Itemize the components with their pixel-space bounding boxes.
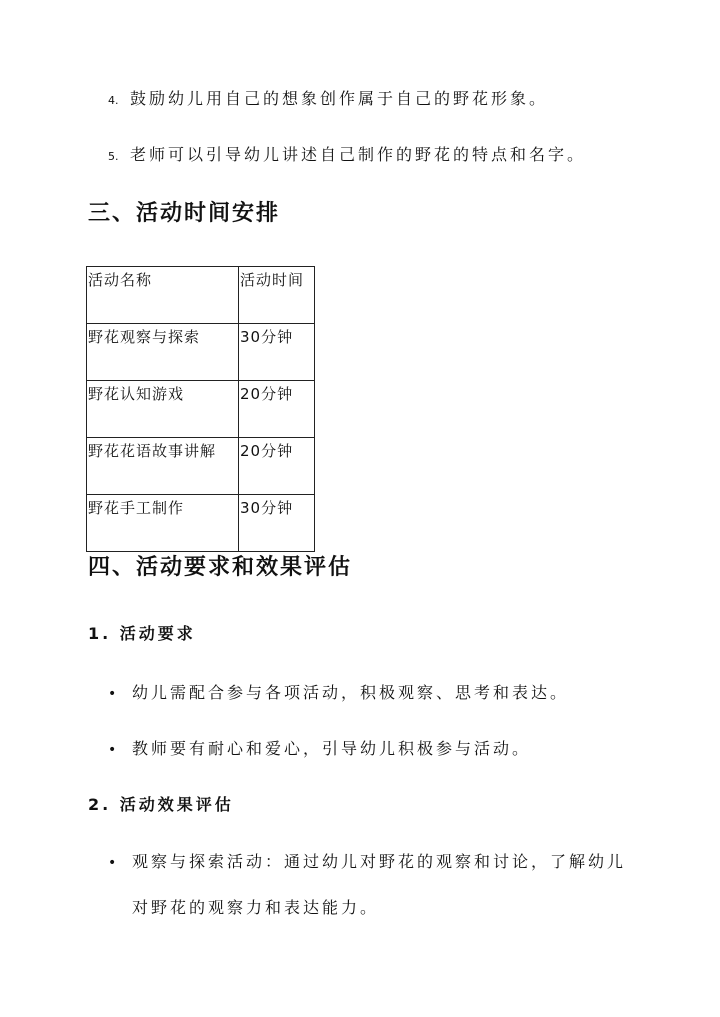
step-number: 5. — [108, 150, 119, 163]
list-item — [108, 737, 531, 762]
table-row — [87, 438, 315, 495]
table-cell-activity: 野花观察与探索 — [87, 324, 239, 381]
step-item-4 — [108, 87, 548, 113]
bullet-icon: • — [108, 686, 120, 702]
table-cell-duration: 20分钟 — [239, 438, 315, 495]
table-header-cell: 活动时间 — [239, 267, 315, 324]
table-row — [87, 495, 315, 552]
table-row — [87, 324, 315, 381]
section-heading-schedule: 三、活动时间安排 — [88, 201, 281, 226]
table-cell-activity: 野花花语故事讲解 — [87, 438, 239, 495]
list-item-continuation: 对野花的观察力和表达能力。 — [132, 898, 380, 917]
table-cell-activity: 野花认知游戏 — [87, 381, 239, 438]
table-header-cell: 活动名称 — [87, 267, 239, 324]
table-cell-duration: 20分钟 — [239, 381, 315, 438]
list-item — [108, 681, 569, 706]
step-text: 鼓励幼儿用自己的想象创作属于自己的野花形象。 — [130, 89, 549, 108]
table-cell-duration: 30分钟 — [239, 495, 315, 552]
list-item-text: 观察与探索活动：通过幼儿对野花的观察和讨论，了解幼儿 — [132, 852, 627, 871]
bullet-icon: • — [108, 855, 120, 871]
schedule-table — [86, 266, 315, 552]
subheading-evaluation: 2. 活动效果评估 — [88, 795, 234, 814]
step-text: 老师可以引导幼儿讲述自己制作的野花的特点和名字。 — [130, 145, 587, 164]
section-heading-requirements: 四、活动要求和效果评估 — [88, 555, 353, 580]
step-number: 4. — [108, 94, 119, 107]
table-row — [87, 381, 315, 438]
table-cell-duration: 30分钟 — [239, 324, 315, 381]
list-item — [108, 850, 626, 875]
subheading-requirements: 1. 活动要求 — [88, 624, 196, 643]
list-item-text: 教师要有耐心和爱心，引导幼儿积极参与活动。 — [132, 739, 532, 758]
table-header-row — [87, 267, 315, 324]
step-item-5 — [108, 143, 586, 169]
bullet-icon: • — [108, 742, 120, 758]
list-item-text: 幼儿需配合参与各项活动，积极观察、思考和表达。 — [132, 683, 570, 702]
table-cell-activity: 野花手工制作 — [87, 495, 239, 552]
